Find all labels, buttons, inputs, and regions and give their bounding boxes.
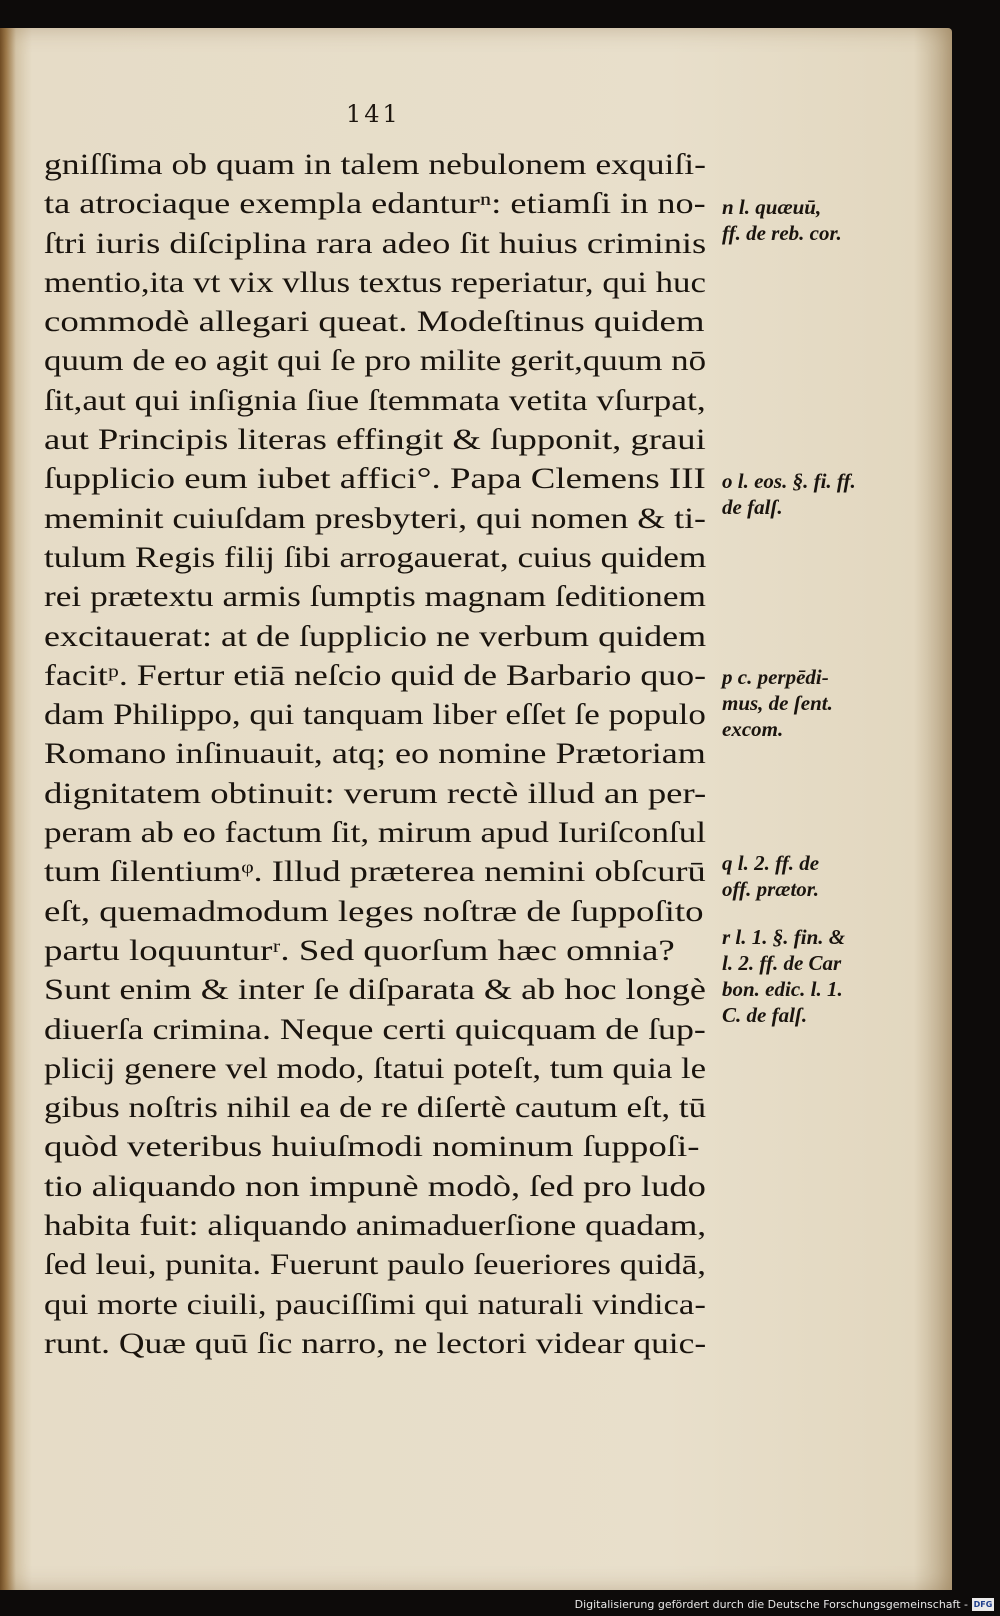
body-text xyxy=(44,146,708,1364)
text-line: quòd veteribus huiuſmodi nominum ſuppoſi- xyxy=(44,1131,700,1164)
marginal-note-line: off. prætor. xyxy=(722,877,820,901)
marginal-note-line: excom. xyxy=(722,717,784,741)
marginal-note-line: mus, de ſent. xyxy=(722,691,833,715)
text-line: excitauerat: at de ſupplicio ne verbum quidem xyxy=(44,620,707,653)
text-line: ſed leui, punita. Fuerunt paulo ſeueriores quidā, xyxy=(44,1249,706,1282)
text-line: tio aliquando non impunè modò, ſed pro ludo xyxy=(44,1170,706,1203)
marginal-note-r xyxy=(722,924,872,1028)
marginal-note-line: l. 2. ff. de Car xyxy=(722,951,842,975)
marginal-note-line: r l. 1. §. fin. & xyxy=(722,925,846,949)
text-line: ſupplicio eum iubet affici°. Papa Clemens III xyxy=(44,463,706,496)
marginal-note-line: bon. edic. l. 1. xyxy=(722,977,843,1001)
text-line: dam Philippo, qui tanquam liber eſſet ſe populo xyxy=(44,699,706,732)
text-line: tulum Regis filij ſibi arrogauerat, cuius quidem xyxy=(44,541,707,574)
marginal-note-p xyxy=(722,664,872,742)
page-number: 141 xyxy=(346,100,401,128)
text-line: dignitatem obtinuit: verum rectè illud an per- xyxy=(44,777,707,810)
marginal-note-line: p c. perpēdi- xyxy=(722,665,829,689)
marginal-note-q xyxy=(722,850,872,902)
dfg-logo: DFG xyxy=(973,1600,993,1609)
footer-bar xyxy=(0,1590,1000,1616)
marginal-note-line: ff. de reb. cor. xyxy=(722,221,842,245)
text-line: ſit,aut qui inſignia ſiue ſtemmata vetita vſurpat, xyxy=(44,384,706,417)
marginal-note-line: n l. quæuū, xyxy=(722,195,822,219)
text-line: Sunt enim & inter ſe diſparata & ab hoc longè xyxy=(44,974,706,1007)
marginal-note-o xyxy=(722,468,872,520)
text-line: peram ab eo factum ſit, mirum apud Iuriſconſul xyxy=(44,817,707,850)
text-line: ſtri iuris diſciplina rara adeo ſit huius criminis xyxy=(44,227,707,260)
text-line: gibus noſtris nihil ea de re diſertè cautum eſt, tū xyxy=(44,1092,707,1125)
text-line: eſt, quemadmodum leges noſtræ de ſuppoſito xyxy=(44,895,704,928)
text-line: quum de eo agit qui ſe pro milite gerit,quum nō xyxy=(44,345,707,378)
text-line: diuerſa crimina. Neque certi quicquam de ſup- xyxy=(44,1013,706,1046)
text-line: commodè allegari queat. Modeſtinus quidem xyxy=(44,306,705,339)
text-line: facitᵖ. Fertur etiā neſcio quid de Barbario quo- xyxy=(44,659,707,692)
marginal-note-line: q l. 2. ff. de xyxy=(722,851,820,875)
text-line: rei prætextu armis ſumptis magnam ſeditionem xyxy=(44,581,706,614)
marginal-note-line: de falſ. xyxy=(722,495,783,519)
text-line: partu loquunturʳ. Sed quorſum hæc omnia? xyxy=(44,934,675,967)
funding-credit: Digitalisierung gefördert durch die Deutsche Forschungsgemeinschaft - xyxy=(574,1598,968,1611)
text-line: aut Principis literas effingit & ſupponit, graui xyxy=(44,424,706,457)
text-line: runt. Quæ quū ſic narro, ne lectori videar quic- xyxy=(44,1327,707,1360)
text-line: tum ſilentiumᵠ. Illud præterea nemini obſcurū xyxy=(44,856,706,889)
text-line: ta atrociaque exempla edanturⁿ: etiamſi in no- xyxy=(44,188,706,221)
text-line: habita fuit: aliquando animaduerſione quadam, xyxy=(44,1210,707,1243)
marginal-note-line: o l. eos. §. fi. ff. xyxy=(722,469,856,493)
text-line: qui morte ciuili, pauciſſimi qui naturali vindica- xyxy=(44,1288,706,1321)
text-line: meminit cuiuſdam presbyteri, qui nomen & ti- xyxy=(44,502,706,535)
text-line: plicij genere vel modo, ſtatui poteſt, tum quia le xyxy=(44,1052,707,1085)
text-line: gniſſima ob quam in talem nebulonem exquiſi- xyxy=(44,149,706,181)
text-line: mentio,ita vt vix vllus textus reperiatur, qui huc xyxy=(44,266,706,299)
book-page xyxy=(0,28,952,1590)
text-line: Romano inſinuauit, atq; eo nomine Prætoriam xyxy=(44,738,706,771)
marginal-note-n xyxy=(722,194,872,246)
marginal-note-line: C. de falſ. xyxy=(722,1003,808,1027)
